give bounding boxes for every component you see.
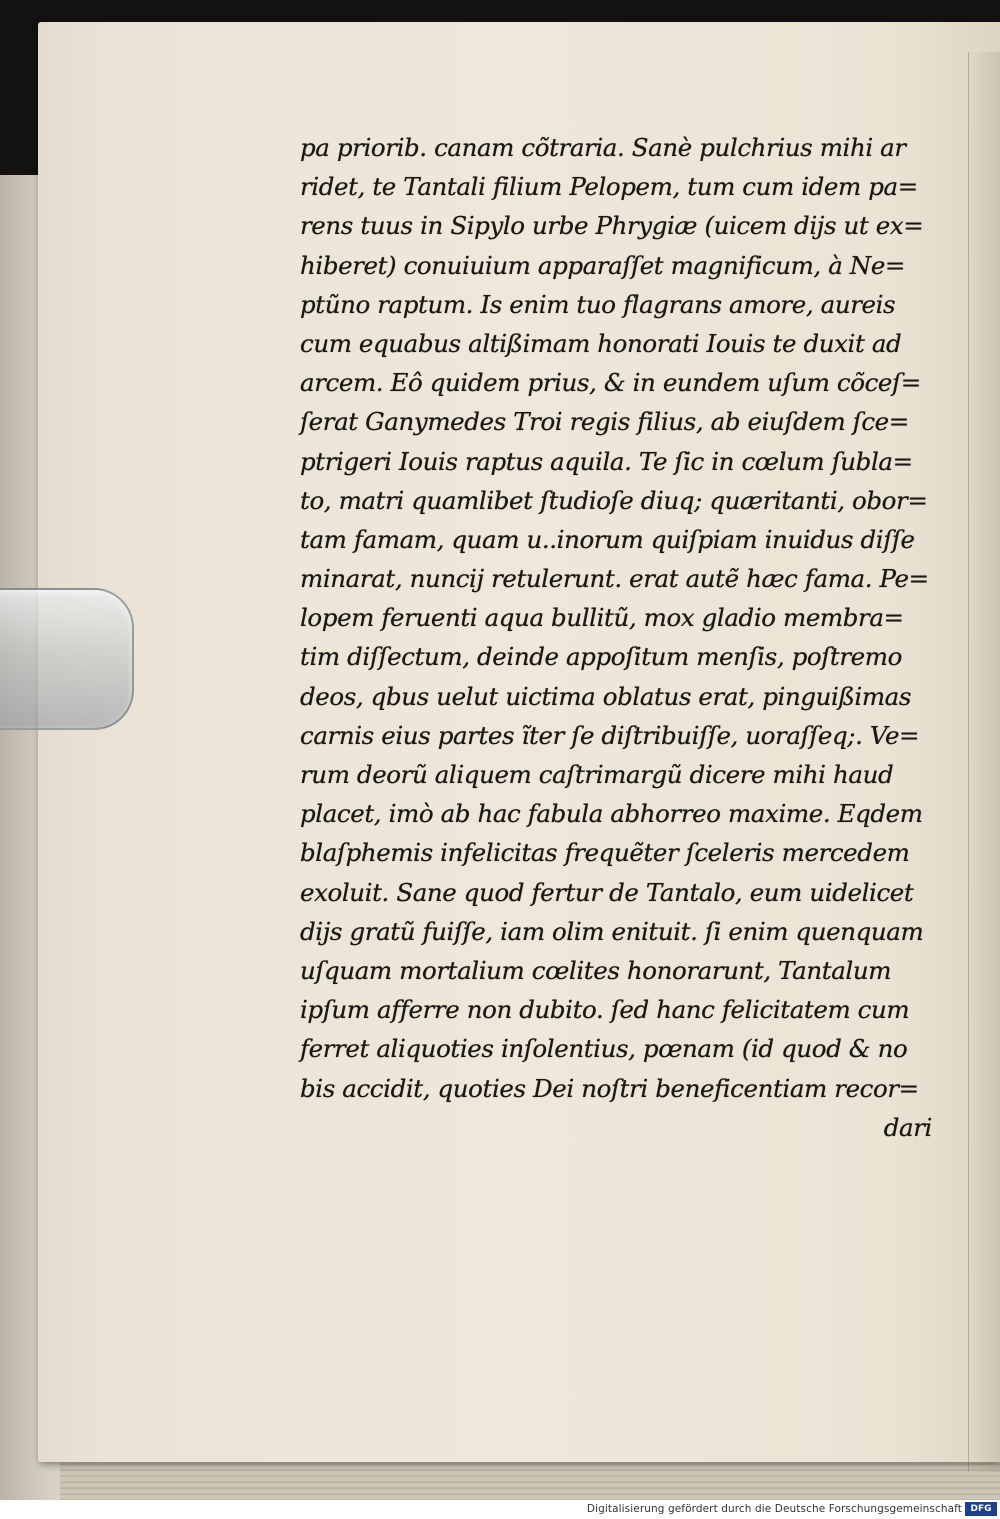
- text-line: rens tuus in Sipylo urbe Phrygiæ (uicem dijs ut ex=: [300, 211, 924, 241]
- page-clip-holder: [0, 588, 134, 730]
- text-line: cum equabus altißimam honorati Iouis te duxit ad: [300, 328, 902, 358]
- text-line: exoluit. Sane quod fertur de Tantalo, eum uidelicet: [300, 877, 914, 907]
- text-line: blaſphemis infelicitas frequẽter ſceleris mercedem: [300, 838, 910, 868]
- text-line: ferret aliquoties inſolentius, pœnam (id quod & no: [300, 1034, 908, 1064]
- text-line: lopem feruenti aqua bullitũ, mox gladio membra=: [300, 603, 904, 633]
- page-edge-shadow: [968, 52, 1000, 1472]
- text-line: hiberet) conuiuium apparaſſet magnificum, à Ne=: [300, 250, 906, 280]
- text-line: tim diſſectum, deinde appoſitum menſis, poſtremo: [300, 642, 902, 672]
- text-line: dari: [883, 1112, 932, 1142]
- text-line: ridet, te Tantali filium Pelopem, tum cum idem pa=: [300, 172, 918, 202]
- text-line: ptũno raptum. Is enim tuo flagrans amore, aureis: [300, 289, 896, 319]
- text-line: carnis eius partes ĩter ſe diſtribuiſſe, uoraſſeq;. Ve=: [300, 720, 920, 750]
- text-line: arcem. Eô quidem prius, & in eundem uſum cõceſ=: [300, 368, 921, 398]
- dfg-logo: DFG: [965, 1502, 997, 1516]
- text-line: rum deorũ aliquem caſtrimargũ dicere mihi haud: [300, 760, 894, 789]
- text-line: tam famam, quam u..inorum quiſpiam inuidus diſſe: [300, 524, 915, 554]
- text-line: ſerat Ganymedes Troi regis filius, ab eiuſdem ſce=: [300, 407, 909, 437]
- text-line: ipſum afferre non dubito. ſed hanc felicitatem cum: [300, 995, 910, 1025]
- text-line: minarat, nuncij retulerunt. erat autẽ hæc fama. Pe=: [300, 564, 929, 594]
- text-line: placet, imò ab hac fabula abhorreo maxime. Eqdem: [300, 799, 923, 829]
- footer-credit: Digitalisierung gefördert durch die Deutsche Forschungsgemeinschaft: [586, 1503, 962, 1515]
- text-line: to, matri quamlibet ſtudioſe diuq; quæritanti, obor=: [300, 485, 928, 515]
- text-line: dijs gratũ fuiſſe, iam olim enituit. ſi enim quenquam: [300, 916, 924, 946]
- text-line: deos, qbus uelut uictima oblatus erat, pinguißimas: [300, 681, 912, 711]
- footer-bar: [0, 1500, 1000, 1519]
- page-text: [300, 128, 940, 1147]
- text-line: uſquam mortalium cœlites honorarunt, Tantalum: [300, 955, 892, 985]
- text-line: pa priorib. canam cõtraria. Sanè pulchrius mihi ar: [300, 133, 906, 162]
- text-line: ptrigeri Iouis raptus aquila. Te ſic in cœlum ſubla=: [300, 446, 913, 476]
- text-line: bis accidit, quoties Dei noſtri beneficentiam recor=: [300, 1073, 919, 1103]
